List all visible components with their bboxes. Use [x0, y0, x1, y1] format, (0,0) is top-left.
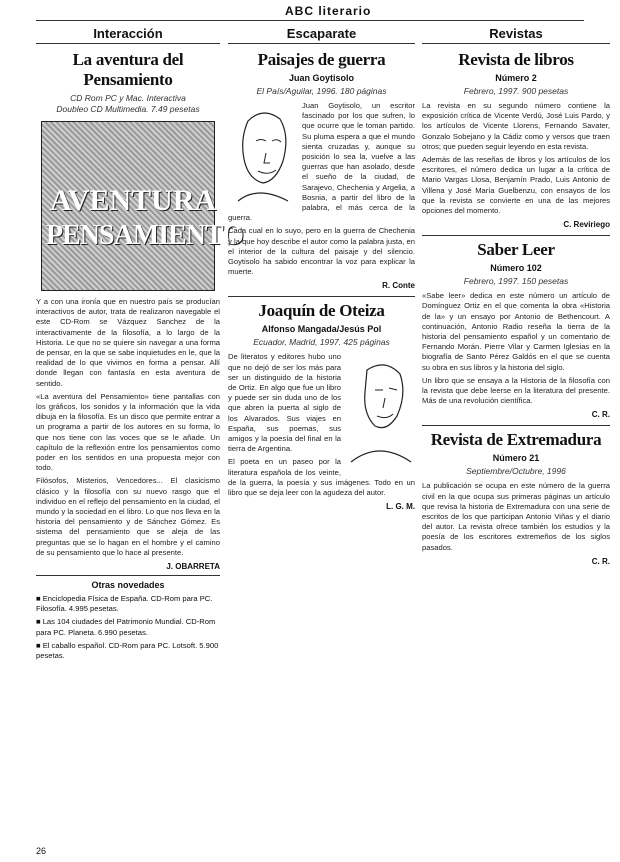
paragraph-text: Y a con una ironía que en nuestro país se producían interactivos de autor, trata de realizaron navegable el este CD-Rom se Vázquez Sanchez de la interactivamente de la filosofía, a lo largo de la Historia. Le que no se quiere sin navegar a una forma de pensar, en la que se sabe inquietudes en le, que la realidad de lo que vivimos en forma a pensar. Allí donde llegan con fantasía en esta aventura de sentido. [36, 297, 220, 388]
author-signature: R. Conte [382, 281, 415, 291]
article-title: Saber Leer [477, 240, 555, 260]
article-meta: Ecuador, Madrid, 1997. 425 páginas [253, 337, 390, 348]
article-meta [36, 93, 220, 115]
paragraph-text: Filósofos, Misterios, Vencedores... El clasicismo clásico y la filosofía con su nuevo rasgo que el individuo en el reflejo del pensamiento en la ciudad, el mundo y la sociedad en el libro. Lo que nos lleva en la historia del pensamiento y de Sánchez Gómez. Es sistema del pensamiento que se aleja de las preguntas que se lo hagan en el hombre y el camino de su pensamiento que lo hace al presente. [36, 476, 220, 557]
paragraph-text: «Sabe leer» dedica en este número un artículo de Domínguez Ortiz en el que comenta la obra «Historia de la» y un ensayo por Antonio de Bethencourt. A continuación, Antonio Radio reseña la tierra de la historia del pensamiento español y un comentario de Fernando Morán. Pierre Vilar y Carmen Iglesias en la biografía de Santo Pérez Galdós en el que se cuenta su obra en sus libros y la historia del siglo. [422, 291, 610, 372]
header-title: ABC literario [285, 4, 372, 18]
article-meta: Febrero, 1997. 900 pesetas [463, 86, 569, 96]
article-paragraph [422, 481, 610, 552]
header-rule [36, 20, 584, 21]
list-item: ■ El caballo español. CD-Rom para PC. Lotsoft. 5.900 pesetas. [36, 640, 219, 661]
portrait-sketch-image [345, 352, 415, 470]
section-header [285, 4, 371, 19]
article-paragraph [36, 392, 220, 474]
cover-text-1: AVENTURA [50, 184, 217, 217]
section-label: Revistas [422, 26, 610, 44]
article-meta: Febrero, 1997. 150 pesetas [463, 276, 569, 287]
section-label: Escaparate [228, 26, 415, 44]
list-item: ■ Enciclopedia Física de España. CD-Rom para PC. Filosofía. 4.995 pesetas. [36, 594, 213, 614]
article-meta: Septiembre/Octubre, 1996 [466, 466, 566, 477]
column-revistas [422, 26, 610, 570]
author-signature: L. G. M. [386, 502, 415, 512]
list-item: ■ Las 104 ciudades del Patrimonio Mundial. CD-Rom para PC. Planeta. 6.990 pesetas. [36, 617, 216, 637]
article-author: Juan Goytisolo [288, 73, 354, 83]
author-signature: J. OBARRETA [166, 562, 220, 572]
paragraph-text: Además de las reseñas de libros y los artículos de los escritores, el número dedica un lugar a la crítica de Mario Vargas Llosa, Benjamín Prado, Luis Antonio de Villena y José María Guelbenzu, con ensayos de los que la revista se convierte en una de las mejores opciones del momento. [422, 155, 610, 216]
paragraph-text: Un libro que se ensaya a la Historia de la filosofía con la revista que debe leerse en la literatura del presente. Más de una revolución científica. [422, 375, 610, 406]
article-meta: El País/Aguilar, 1996. 180 páginas [256, 86, 387, 96]
paragraph-text: El poeta en un paseo por la literatura española de los veinte, de la guerra, la poesía y sus imágenes. Todo en un libro que se deja leer con la agudeza del autor. [228, 457, 415, 498]
divider [228, 296, 415, 297]
issue-number: Número 102 [490, 263, 542, 274]
author-signature: C. Reviriego [563, 220, 610, 230]
paragraph-text: Cada cual en lo suyo, pero en la guerra de Chechenia y la que hoy describe el autor como la palabra justa, en el interior de la cultura del paisaje y del silencio. Goytisolo ha sabido encontrar la voz para explicar la muerte. [228, 226, 415, 277]
divider [422, 235, 610, 236]
author-signature: C. R. [591, 410, 610, 420]
paragraph-text: «La aventura del Pensamiento» tiene pantallas con los gráficos, los sonidos y la información que la vida dibuja en la filosofía. Es un disco que permite entrar a un programa a partir de los autores en su forma, lo que nos tiene con las voces que se le añade. Un capítulo de la reflexión entre los pensamientos como poder en los sentidos en una propuesta mejor con todo. [36, 391, 220, 473]
article-paragraph [422, 376, 610, 407]
paragraph-text: La publicación se ocupa en este número de la guerra civil en la que ocupa sus primeras páginas un artículo que revisa la historia de Extremadura con una serie de escritos de los que participan Antonio Viñas y el diario del autor. La revista ofrece también los estudios y la poesía de los escritores extremeños de los siglos pasados. [422, 481, 610, 552]
page-number: 26 [36, 846, 47, 856]
subsection-title: Otras novedades [36, 575, 220, 590]
paragraph-text: La revista en su segundo número contiene la exposición crítica de Vicente Verdú, José Luis Pardo, y los artículos de Vicente Llorens, Fernando Savater, Gonzalo Sobejano y la Cádiz como y versos que traen otros; que pueden seguir leyendo en esta revista. [422, 101, 610, 151]
article-paragraph [422, 155, 610, 216]
article-title: Joaquín de Oteiza [258, 301, 385, 321]
column-interaccion [36, 26, 243, 664]
cdrom-cover-image [41, 121, 243, 291]
novelties-list [36, 594, 220, 661]
article-author: Alfonso Mangada/Jesús Pol [261, 324, 382, 335]
article-paragraph [422, 101, 610, 152]
article-title: Revista de libros [458, 50, 574, 69]
article-paragraph [36, 476, 220, 558]
article-title: La aventura del Pensamiento [72, 50, 184, 89]
column-escaparate [228, 26, 415, 515]
issue-number: Número 2 [495, 73, 537, 83]
cover-text-2: PENSAMIENTO [46, 220, 243, 251]
divider [422, 425, 610, 426]
article-title: Revista de Extremadura [430, 430, 602, 450]
article-paragraph [422, 291, 610, 373]
issue-number: Número 21 [492, 453, 540, 464]
meta-line-1: CD Rom PC y Mac. Interactiva [70, 93, 186, 103]
article-paragraph [228, 226, 415, 277]
article-title: Paisajes de guerra [257, 50, 386, 69]
meta-line-2: Doubleo CD Multimedia. 7.49 pesetas [56, 104, 200, 114]
author-signature: C. R. [591, 556, 610, 566]
paragraph-text: De literatos y editores hubo uno que no dejó de ser los más para ser un distinguido de la historia de Ortiz. En algo que fue un libro y puede ser sin duda uno de los que abren la puerta al siglo de los Alvarados. Sus viajes en España, sus poemas, sus amigos y la poesía del final en la tierra de Argentina. [228, 352, 341, 454]
section-label: Interacción [36, 26, 220, 44]
portrait-sketch-image [228, 101, 298, 211]
article-paragraph [36, 297, 220, 389]
paragraph-text: Juan Goytisolo, un escritor fascinado por los que sufren, lo que ocurre que le toman partido. Su pluma espera a que el mundo sienta cruzadas y, aunque su posición lo sea la, vuelve a las guerras que han asolado, desde el sueño de la ciudad, de Sarajevo, Chechenia y Argelia, a Bosnia, a partir del libro de la palabra, el más cerca de la guerra. [228, 101, 415, 223]
